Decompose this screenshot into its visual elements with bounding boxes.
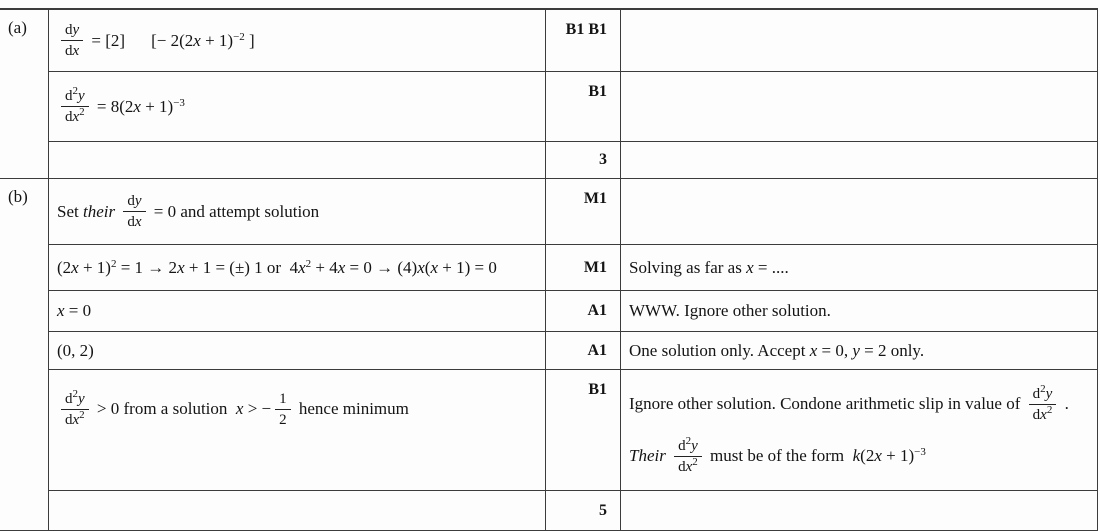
part-a-total-cell: [545, 142, 620, 179]
mark-value: B1: [588, 83, 607, 100]
comment-b4-cell: [620, 332, 1097, 370]
marks-a2-cell: [545, 72, 620, 142]
text-run: hence minimum: [294, 399, 409, 418]
equation-run: = $8(2x + 1)^{-3}$: [92, 96, 185, 116]
marks-b2-cell: [545, 245, 620, 291]
comment-line-2: [629, 434, 1097, 476]
equation-run: x = 0: [57, 301, 92, 320]
working-b-empty: [48, 491, 545, 530]
equation-run: $(2x + 1)^2 = 1 \to 2x + 1$ = (±) 1 or $4x^2 + 4x = 0 \to (4)x(x + 1) = 0$: [57, 257, 497, 277]
comment-text: Their: [629, 446, 666, 465]
part-a-total: 3: [599, 151, 607, 168]
part-a-label: (a): [8, 18, 27, 37]
comment-text: must be of the form $k(2x + 1)^{-3}$: [705, 446, 926, 465]
equation-run: = [2]: [87, 30, 126, 50]
comment-a3-cell: [620, 142, 1097, 179]
comment-text: .: [1060, 394, 1069, 413]
working-b-minimum-justification: [48, 370, 545, 491]
mark-value: B1: [588, 381, 607, 398]
marks-b1-cell: [545, 179, 620, 245]
mark-value: A1: [587, 341, 607, 359]
working-b-x-equals-zero: [48, 291, 545, 332]
fraction-dy-dx: $\frac{dy}{dx}$: [123, 192, 145, 231]
marks-b5-cell: [545, 370, 620, 491]
fraction-d2y-dx2: $\frac{d^2y}{dx^2}$: [61, 87, 89, 126]
comment-b6-cell: [620, 491, 1097, 530]
mark-value: B1 B1: [565, 21, 607, 38]
comment-a2-cell: [620, 72, 1097, 142]
part-b-total: 5: [599, 501, 607, 519]
marks-b4-cell: [545, 332, 620, 370]
part-b-label: (b): [8, 187, 28, 206]
mark-value: M1: [583, 258, 607, 276]
fraction-d2y-dx2: $\frac{d^2y}{dx^2}$: [674, 437, 702, 476]
comment-line-1: [629, 382, 1097, 424]
mark-value: M1: [583, 190, 607, 207]
comment-a1-cell: [620, 10, 1097, 72]
mark-scheme-table: [0, 8, 1098, 531]
working-b-stationary-point: [48, 332, 545, 370]
text-run: Set their: [57, 201, 116, 221]
mark-value: A1: [587, 302, 607, 319]
fraction-one-half: $\frac{1}{2}$: [275, 390, 291, 429]
marks-b3-cell: [545, 291, 620, 332]
part-a-label-cell: [0, 10, 48, 179]
comment-text: WWW. Ignore other solution.: [629, 301, 831, 320]
fraction-d2y-dx2: $\frac{d^2y}{dx^2}$: [1029, 385, 1057, 424]
working-b-solve-equation: [48, 245, 545, 291]
marks-a1-cell: [545, 10, 620, 72]
text-run: = 0 and attempt solution: [149, 201, 320, 221]
working-a-empty: [48, 142, 545, 179]
part-b-label-cell: [0, 179, 48, 530]
fraction-dy-dx: $\frac{dy}{dx}$: [61, 21, 83, 60]
bracketed-answer-run: [− $2(2x + 1)^{-2}$ ]: [151, 30, 255, 50]
comment-text: One solution only. Accept x = 0, y = 2 only.: [629, 340, 925, 360]
comment-text: Ignore other solution. Condone arithmetic slip in value of: [629, 394, 1025, 413]
comment-text: Solving as far as x = ....: [629, 257, 789, 277]
text-run: > 0 from a solution x > −: [92, 399, 272, 418]
working-a-second-derivative: [48, 72, 545, 142]
comment-b3-cell: [620, 291, 1097, 332]
comment-b1-cell: [620, 179, 1097, 245]
part-b-total-cell: [545, 491, 620, 530]
equation-run: (0, 2): [57, 340, 94, 360]
working-b-set-derivative-zero: [48, 179, 545, 245]
comment-b5-cell: [620, 370, 1097, 491]
working-a-first-derivative: [48, 10, 545, 72]
comment-b2-cell: [620, 245, 1097, 291]
fraction-d2y-dx2: $\frac{d^2y}{dx^2}$: [61, 390, 89, 429]
